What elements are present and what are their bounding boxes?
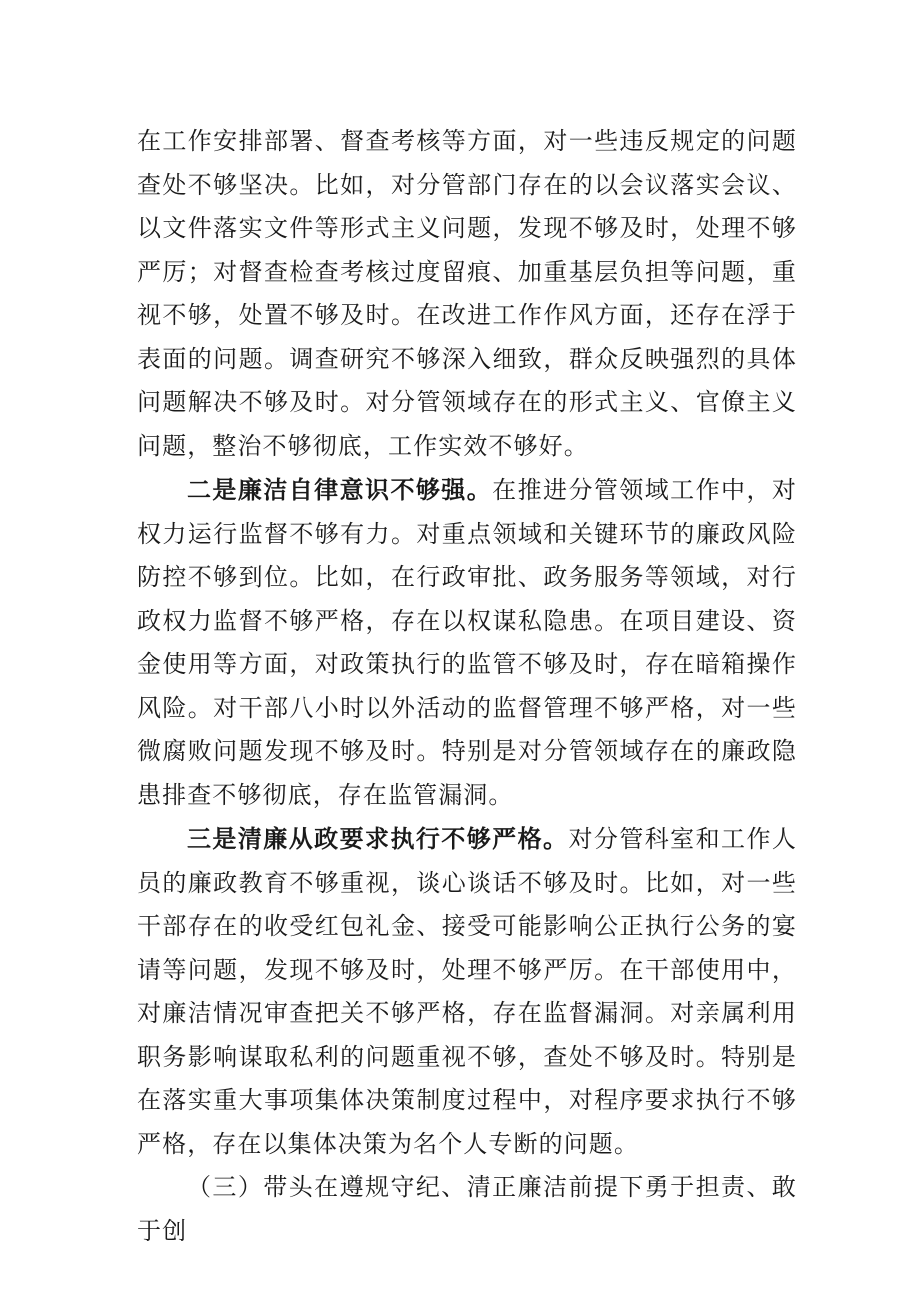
paragraph-text: （三）带头在遵规守纪、清正廉洁前提下勇于担责、敢于创 bbox=[137, 1173, 797, 1245]
section-heading-three bbox=[137, 1166, 797, 1253]
paragraph-heading: 二是廉洁自律意识不够强。 bbox=[187, 475, 493, 504]
paragraph-integrity-requirements bbox=[137, 817, 797, 1166]
paragraph-work-style bbox=[137, 120, 797, 468]
paragraph-self-discipline bbox=[137, 468, 797, 817]
paragraph-text: 在推进分管领域工作中，对权力运行监督不够有力。对重点领域和关键环节的廉政风险防控不够到位。比如，在行政审批、政务服务等领域，对行政权力监督不够严格，存在以权谋私隐患。在项目建设、资金使用等方面，对政策执行的监管不够及时，存在暗箱操作风险。对干部八小时以外活动的监督管理不够严格，对一些微腐败问题发现不够及时。特别是对分管领域存在的廉政隐患排查不够彻底，存在监管漏洞。 bbox=[137, 476, 798, 809]
paragraph-heading: 三是清廉从政要求执行不够严格。 bbox=[187, 824, 569, 853]
document-body bbox=[137, 120, 797, 1253]
paragraph-text: 在工作安排部署、督查考核等方面，对一些违反规定的问题查处不够坚决。比如，对分管部门存在的以会议落实会议、以文件落实文件等形式主义问题，发现不够及时，处理不够严厉；对督查检查考核过度留痕、加重基层负担等问题，重视不够，处置不够及时。在改进工作作风方面，还存在浮于表面的问题。调查研究不够深入细致，群众反映强烈的具体问题解决不够及时。对分管领域存在的形式主义、官僚主义问题，整治不够彻底，工作实效不够好。 bbox=[137, 127, 797, 460]
paragraph-text: 对分管科室和工作人员的廉政教育不够重视，谈心谈话不够及时。比如，对一些干部存在的收受红包礼金、接受可能影响公正执行公务的宴请等问题，发现不够及时，处理不够严厉。在干部使用中，对廉洁情况审查把关不够严格，存在监督漏洞。对亲属利用职务影响谋取私利的问题重视不够，查处不够及时。特别是在落实重大事项集体决策制度过程中，对程序要求执行不够严格，存在以集体决策为名个人专断的问题。 bbox=[137, 825, 797, 1158]
